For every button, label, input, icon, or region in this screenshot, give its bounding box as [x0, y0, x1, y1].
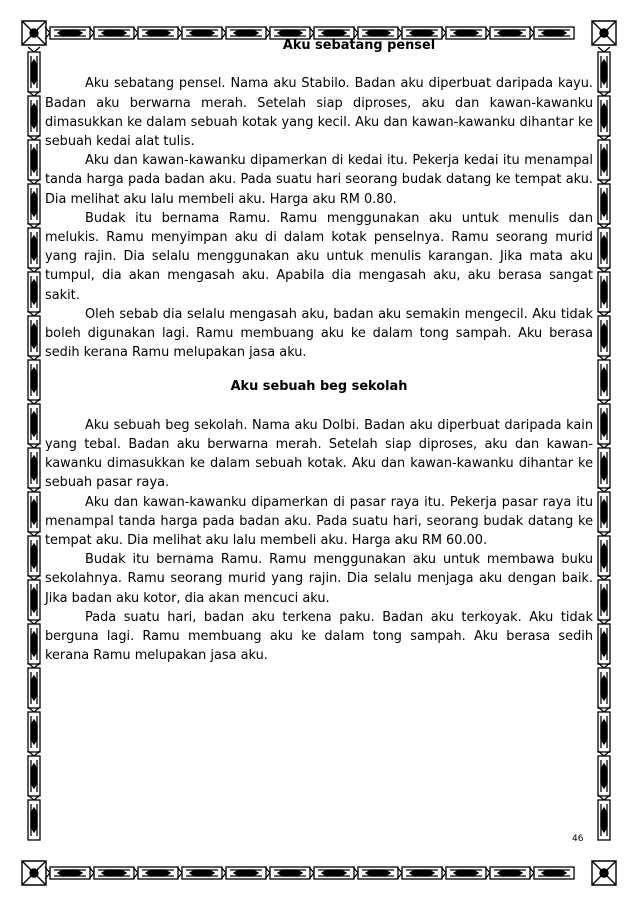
border-motif: [28, 135, 40, 180]
border-motif: [598, 355, 610, 400]
border-motif: [133, 867, 178, 879]
border-motif: [598, 707, 610, 752]
story2-paragraph-4: Pada suatu hari, badan aku terkena paku. Badan aku terkoyak. Aku tidak berguna lagi. Ramu membuang aku ke dalam tong sampah. Aku berasa sedih kerana Ramu melupakan jasa aku.: [45, 609, 593, 664]
story1-paragraph-2: Aku dan kawan-kawanku dipamerkan di kedai itu. Pekerja kedai itu menampal tanda harga pada badan aku. Pada suatu hari seorang budak datang ke tempat aku. Dia melihat aku lalu membeli aku. Harga aku RM 0.80.: [45, 153, 593, 207]
border-motif: [441, 867, 486, 879]
border-motif: [598, 487, 610, 532]
spacer: [45, 397, 593, 416]
story1-title: Aku sebatang pensel: [282, 38, 436, 53]
border-motif: [397, 867, 442, 879]
border-motif: [598, 795, 610, 840]
border-motif: [598, 267, 610, 312]
spacer: [45, 55, 593, 74]
border-motif: [221, 867, 266, 879]
story2-paragraph-1: Aku sebuah beg sekolah. Nama aku Dolbi. Badan aku diperbuat daripada kain yang tebal. Badan aku berwarna merah. Setelah siap diproses, aku dan kawan-kawanku dimasukkan ke dalam sebuah kotak. Aku dan kawan-kawanku dihantar ke sebuah pasar raya.: [45, 417, 593, 491]
story1-paragraph-1: Aku sebatang pensel. Nama aku Stabilo. Badan aku diperbuat daripada kayu. Badan aku berwarna merah. Setelah siap diproses, aku dan kawan-kawanku dimasukkan ke dalam sebuah kotak yang kecil. Aku dan kawan-kawanku dihantar ke sebuah kedai alat tulis.: [45, 76, 593, 149]
border-motif: [598, 399, 610, 444]
border-motif: [177, 867, 222, 879]
story2-paragraph-3: Budak itu bernama Ramu. Ramu menggunakan aku untuk membawa buku sekolahnya. Ramu seorang murid yang rajin. Dia selalu menjaga aku dengan baik. Jika badan aku kotor, dia akan mencuci aku.: [45, 552, 593, 606]
story1-paragraph-3: Budak itu bernama Ramu. Ramu menggunakan aku untuk menulis dan melukis. Ramu menyimpan aku di dalam kotak penselnya. Ramu seorang murid yang rajin. Dia selalu menggunakan aku untuk menulis karangan. Jika mata aku tumpul, dia akan mengasah aku. Apabila dia mengasah aku, aku berasa sangat sakit.: [45, 210, 593, 303]
border-motif: [598, 443, 610, 488]
border-motif: [28, 619, 40, 664]
page-number: 46: [572, 834, 584, 844]
border-motif: [598, 47, 610, 92]
border-motif: [598, 179, 610, 224]
border-motif: [28, 47, 40, 92]
border-motif: [28, 355, 40, 400]
border-motif: [28, 311, 40, 356]
border-motif: [28, 91, 40, 136]
border-motif: [28, 487, 40, 532]
border-motif: [598, 531, 610, 576]
border-motif: [28, 531, 40, 576]
border-motif: [353, 867, 398, 879]
border-motif: [485, 867, 530, 879]
border-motif: [265, 867, 310, 879]
border-motif: [28, 179, 40, 224]
border-motif: [28, 795, 40, 840]
border-motif: [598, 751, 610, 796]
border-motif: [598, 663, 610, 708]
border-motif: [309, 867, 354, 879]
story1-paragraph-4: Oleh sebab dia selalu mengasah aku, badan aku semakin mengecil. Aku tidak boleh digunakan lagi. Ramu membuang aku ke dalam tong sampah. Aku berasa sedih kerana Ramu melupakan jasa aku.: [45, 306, 593, 361]
page-content: [45, 36, 593, 665]
border-motif: [89, 867, 134, 879]
border-motif: [598, 91, 610, 136]
border-motif: [598, 575, 610, 620]
border-motif: [598, 619, 610, 664]
border-motif: [28, 663, 40, 708]
border-motif: [598, 223, 610, 268]
border-motif: [28, 575, 40, 620]
border-motif: [28, 399, 40, 444]
border-motif: [598, 135, 610, 180]
border-motif: [28, 267, 40, 312]
story2-title: Aku sebuah beg sekolah: [230, 379, 408, 395]
border-motif: [28, 707, 40, 752]
border-motif: [529, 867, 574, 879]
border-motif: [28, 443, 40, 488]
border-motif: [28, 751, 40, 796]
border-motif: [598, 311, 610, 356]
border-motif: [28, 223, 40, 268]
story2-paragraph-2: Aku dan kawan-kawanku dipamerkan di pasar raya itu. Pekerja pasar raya itu menampal tanda harga pada badan aku. Pada suatu hari, seorang budak datang ke tempat aku. Dia melihat aku lalu membeli aku. Harga aku RM 60.00.: [45, 494, 593, 549]
border-motif: [45, 867, 90, 879]
